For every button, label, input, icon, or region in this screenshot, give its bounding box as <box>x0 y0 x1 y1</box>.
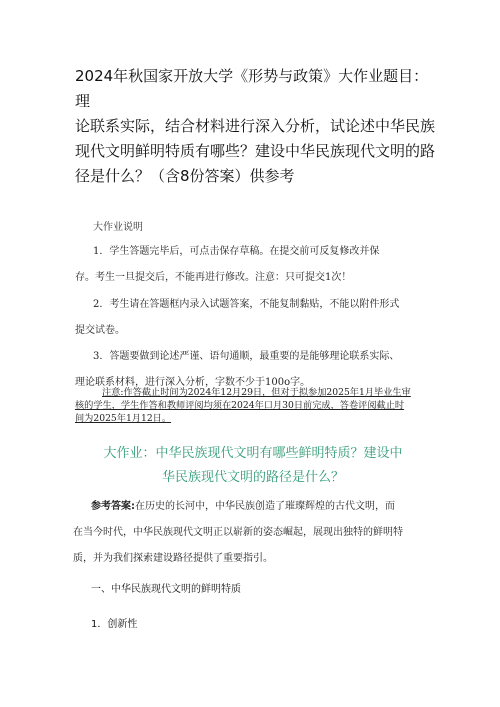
notice-line: 间为2025年1月12日。 <box>75 413 172 424</box>
document-title <box>75 64 435 189</box>
answer-line: 质，并为我们探索建设路径提供了重要指引。 <box>73 553 273 564</box>
answer-first-line <box>91 497 395 512</box>
answer-label: 参考答案: <box>91 501 135 512</box>
instruction-line: 3．答题要做到论述严谨、语句通顺，最重要的是能够理论联系实际、 <box>93 351 400 362</box>
instruction-line: 提交试卷。 <box>75 325 125 336</box>
answer-text: 在历史的长河中，中华民族创造了璀璨辉煌的古代文明，而 <box>135 501 395 512</box>
notice-line: 核的学生，学生作答和教师评阅均须在2024年口月30日前完成，答卷评阅截止时 <box>75 400 405 411</box>
subsection-heading: 1．创新性 <box>91 619 138 630</box>
instruction-line: 理论联系材料，进行深入分析，字数不少于100o字。 <box>75 377 311 388</box>
instruction-line: 2．考生请在答题框内录入试题答案，不能复制黏贴，不能以附件形式 <box>93 299 400 310</box>
instruction-line: 存。考生一旦提交后，不能再进行修改。注意：只可提交1次！ <box>75 272 352 283</box>
notice-line: 注意:作答截止时间为2024年12月29日，但对于拟参加2025年1月毕业生审 <box>102 387 411 398</box>
title-line: 2024年秋国家开放大学《形势与政策》大作业题目：理 <box>75 67 429 110</box>
assignment-line: 华民族现代文明的路径是什么？ <box>161 470 344 485</box>
title-line: 现代文明鲜明特质有哪些？建设中华民族现代文明的路 <box>75 142 436 160</box>
deadline-notice <box>75 386 435 425</box>
section-heading: 一、中华民族现代文明的鲜明特质 <box>91 584 241 595</box>
instruction-line: 1．学生答题完毕后，可点击保存草稿。在提交前可反复修改并保 <box>93 246 380 257</box>
assignment-line: 大作业：中华民族现代文明有哪些鲜明特质？建设中 <box>103 446 403 461</box>
instructions-heading: 大作业说明 <box>93 222 143 233</box>
assignment-question <box>73 442 433 490</box>
title-line: 论联系实际，结合材料进行深入分析，试论述中华民族 <box>75 117 436 135</box>
title-line: 径是什么？（含8份答案）供参考 <box>75 167 295 185</box>
answer-line: 在当今时代，中华民族现代文明正以崭新的姿态崛起，展现出独特的鲜明特 <box>73 527 403 538</box>
